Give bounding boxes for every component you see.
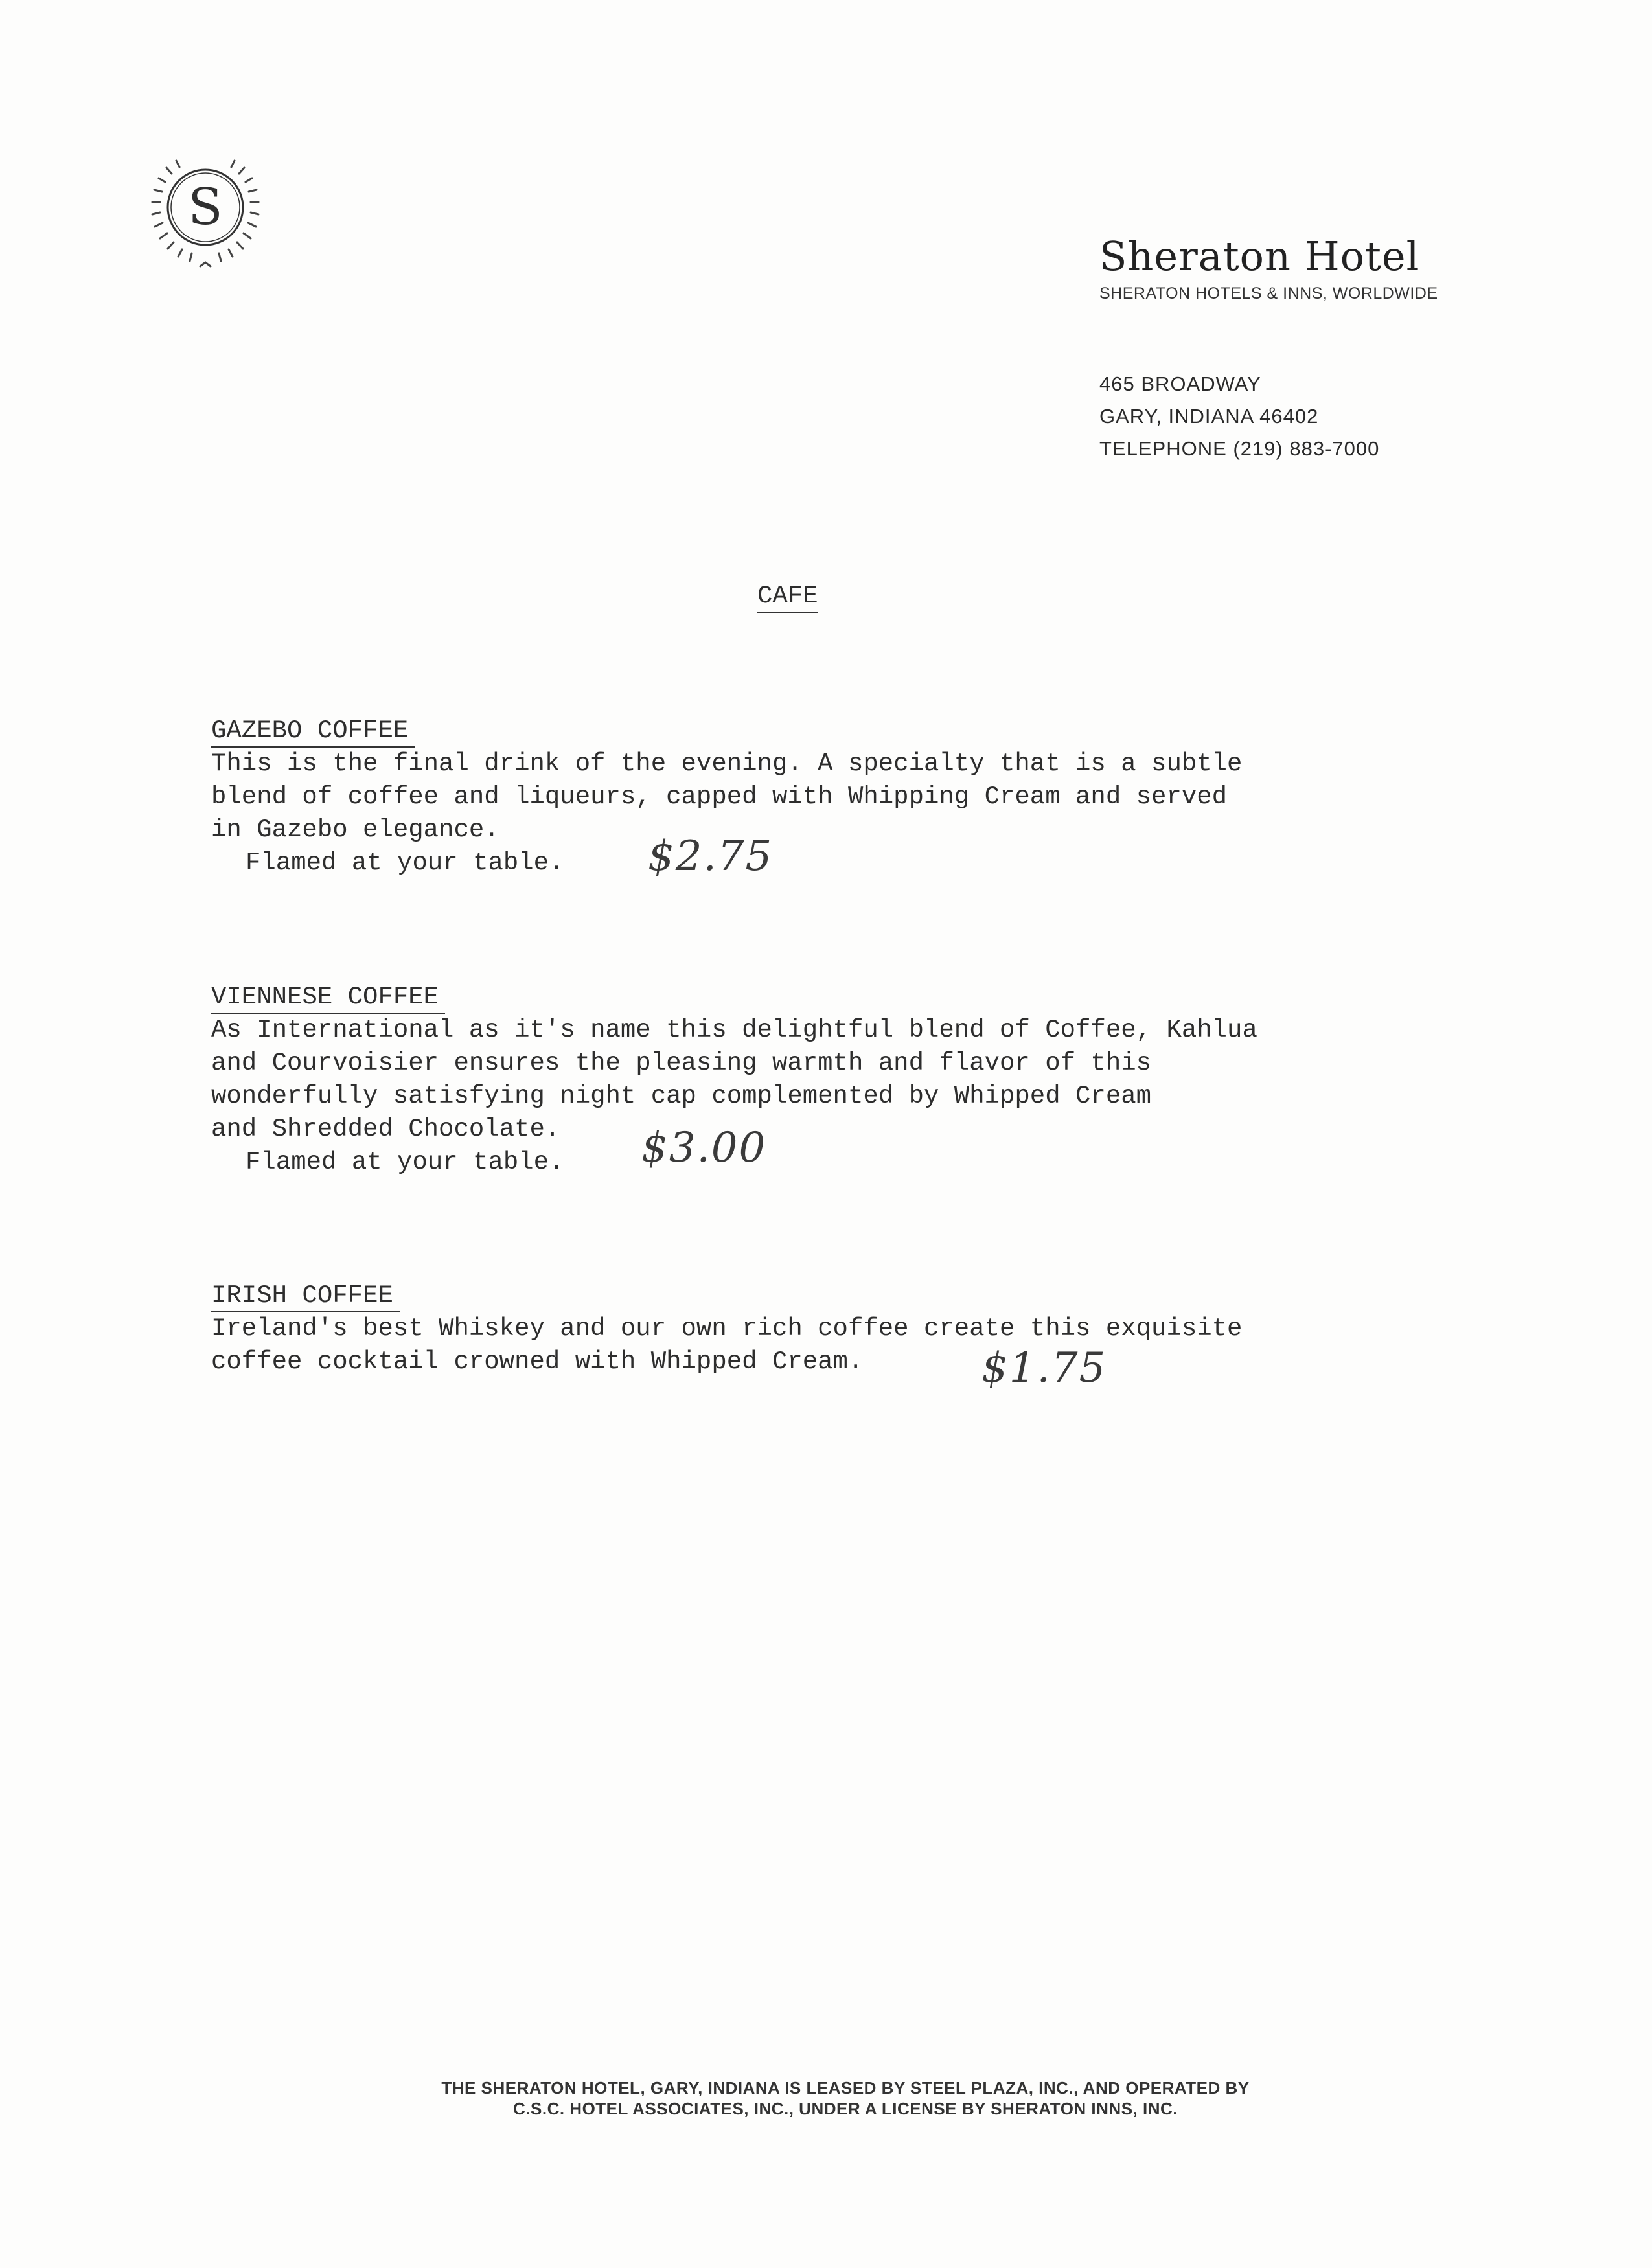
page-footer	[0, 2078, 1652, 2119]
address-line-street: 465 BROADWAY	[1099, 372, 1261, 395]
item-description-line: and Shredded Chocolate.	[211, 1115, 560, 1143]
item-description-line: blend of coffee and liqueurs, capped with Whipping Cream and served	[211, 783, 1228, 811]
hotel-name: Sheraton Hotel	[1099, 233, 1420, 280]
item-description-line: As International as it's name this delightful blend of Coffee, Kahlua	[211, 1016, 1257, 1044]
logo-letter: S	[188, 178, 223, 236]
item-price: $3.00	[641, 1124, 767, 1172]
address-line-city: GARY, INDIANA 46402	[1099, 405, 1319, 428]
item-description-line: wonderfully satisfying night cap complemented by Whipped Cream	[211, 1082, 1152, 1110]
menu-title: CAFE	[757, 582, 818, 613]
item-name: GAZEBO COFFEE	[211, 715, 415, 748]
menu-item-viennese-coffee	[211, 981, 1390, 1179]
item-description-line: in Gazebo elegance.	[211, 816, 499, 844]
hotel-subtitle: SHERATON HOTELS & INNS, WORLDWIDE	[1099, 284, 1438, 303]
menu-item-irish-coffee	[211, 1280, 1390, 1379]
hotel-address	[1099, 368, 1379, 465]
item-description-line: and Courvoisier ensures the pleasing warmth and flavor of this	[211, 1049, 1152, 1077]
menu-item-gazebo-coffee	[211, 715, 1390, 880]
item-name: VIENNESE COFFEE	[211, 981, 445, 1014]
item-note: Flamed at your table.	[246, 1148, 564, 1176]
item-name: IRISH COFFEE	[211, 1280, 400, 1312]
letterhead	[1099, 233, 1553, 303]
item-description-line: coffee cocktail crowned with Whipped Cream.	[211, 1347, 864, 1376]
footer-line: C.S.C. HOTEL ASSOCIATES, INC., UNDER A LICENSE BY SHERATON INNS, INC.	[513, 2099, 1178, 2118]
item-note: Flamed at your table.	[246, 849, 564, 877]
item-description-line: Ireland's best Whiskey and our own rich coffee create this exquisite	[211, 1314, 1243, 1343]
item-price: $1.75	[981, 1344, 1107, 1392]
footer-line: THE SHERATON HOTEL, GARY, INDIANA IS LEASED BY STEEL PLAZA, INC., AND OPERATED BY	[441, 2078, 1250, 2098]
item-description-line: This is the final drink of the evening. A specialty that is a subtle	[211, 750, 1243, 778]
sheraton-laurel-s-logo-icon	[133, 139, 279, 285]
address-line-telephone: TELEPHONE (219) 883-7000	[1099, 437, 1380, 460]
item-price: $2.75	[648, 832, 774, 880]
